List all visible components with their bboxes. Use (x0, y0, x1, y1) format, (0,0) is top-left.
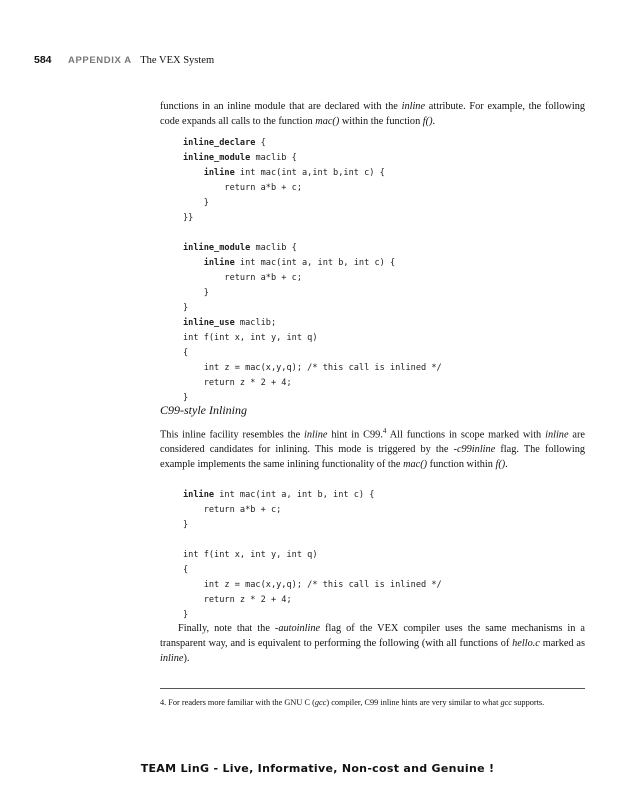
code-line: inline int mac(int a, int b, int c) { (183, 490, 375, 500)
paragraph-autoinline: Finally, note that the -autoinline flag of the VEX compiler uses the same mechanisms in a transparent way, and is equivalent to performing the following (with all functions of hello.c marked as inline). (160, 623, 585, 664)
term-inline: inline (401, 101, 426, 112)
code-line: inline_module maclib { (183, 243, 297, 253)
code-line: return z * 2 + 4; (183, 595, 292, 605)
code-line: inline int mac(int a, int b, int c) { (203, 258, 396, 268)
footnote-ref: 4 (382, 427, 387, 435)
code-line: } (183, 303, 189, 313)
code-line: } (183, 288, 209, 298)
code-block-c99 (183, 488, 442, 623)
term-f: f() (422, 116, 433, 127)
chapter-title: The VEX System (140, 55, 215, 66)
footnote-divider (160, 688, 585, 689)
paragraph-c99: This inline facility resembles the inline hint in C99.$^4$ All functions in scope marked with inline are considered candidates for inlining. This mode is triggered by the -c99inline flag. The following example implements the same inlining functionality of the mac() function within f(). (160, 427, 585, 471)
term-mac: mac() (315, 116, 340, 127)
paragraph-intro: functions in an inline module that are declared with the inline attribute. For example, the following code expands all calls to the function mac() within the function f(). (160, 101, 586, 127)
code-line: { (183, 348, 189, 358)
code-line: int z = mac(x,y,q); /* this call is inlined */ (183, 580, 442, 590)
footnote: 4. For readers more familiar with the GNU C (gcc) compiler, C99 inline hints are very similar to what gcc supports. (160, 698, 545, 707)
code-line: } (183, 393, 189, 403)
code-line: inline int mac(int a,int b,int c) { (203, 168, 385, 178)
code-line: int f(int x, int y, int q) (183, 333, 318, 343)
code-line: }} (183, 213, 194, 223)
section-heading: C99-style Inlining (160, 403, 247, 417)
appendix-label: APPENDIX A (68, 55, 132, 66)
code-line: } (183, 520, 189, 530)
code-blank-line (183, 533, 442, 548)
page-number: 584 (34, 54, 52, 66)
code-line: return a*b + c; (183, 183, 302, 193)
watermark-banner: TEAM LinG - Live, Informative, Non-cost and Genuine ! (140, 762, 495, 775)
code-line: } (183, 610, 189, 620)
code-line: return a*b + c; (183, 505, 282, 515)
code-line: int f(int x, int y, int q) (183, 550, 318, 560)
code-blank-line (183, 226, 442, 241)
code-line: inline_module maclib { (183, 153, 297, 163)
code-line: return z * 2 + 4; (183, 378, 292, 388)
code-line: inline_use maclib; (183, 318, 277, 328)
code-block-inline-module (183, 136, 442, 406)
code-line: return a*b + c; (183, 273, 302, 283)
code-line: { (183, 565, 189, 575)
running-header (34, 54, 214, 66)
code-line: int z = mac(x,y,q); /* this call is inlined */ (183, 363, 442, 373)
code-line: } (183, 198, 209, 208)
code-line: inline_declare { (183, 138, 266, 148)
